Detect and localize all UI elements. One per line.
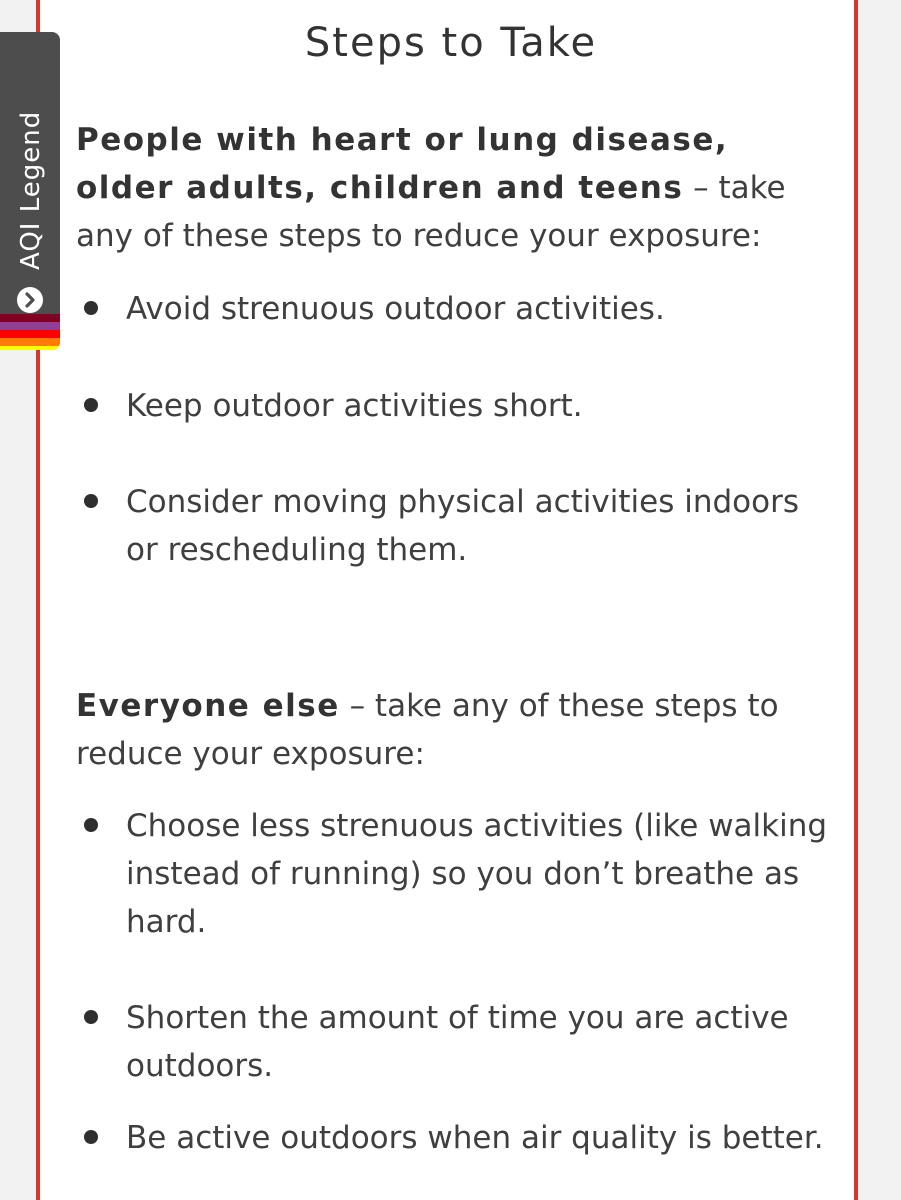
everyone-else-intro — [76, 682, 836, 778]
aqi-color-stripe — [0, 330, 60, 338]
list-item-text: Keep outdoor activities short. — [126, 388, 583, 424]
sensitive-groups-instruction: – take any of these steps to reduce your exposure: — [76, 170, 786, 254]
bullet-icon — [84, 494, 98, 508]
aqi-color-stripe — [0, 338, 60, 346]
aqi-color-stripe — [0, 322, 60, 330]
page-title: Steps to Take — [304, 20, 598, 66]
list-item-text: Shorten the amount of time you are active outdoors. — [126, 1000, 789, 1084]
chevron-right-circle-icon — [17, 287, 43, 313]
aqi-legend-tab[interactable] — [0, 32, 60, 350]
list-item-text: Be active outdoors when air quality is better. — [126, 1120, 824, 1156]
sensitive-groups-intro — [76, 116, 836, 260]
sensitive-groups-label: People with heart or lung disease, older adults, children and teens — [76, 122, 729, 206]
bullet-icon — [84, 301, 98, 315]
aqi-color-stripes — [0, 314, 60, 350]
bullet-icon — [84, 1010, 98, 1024]
bullet-icon — [84, 398, 98, 412]
aqi-legend-label: AQI Legend — [16, 110, 46, 270]
list-item-text: Avoid strenuous outdoor activities. — [126, 291, 665, 327]
bullet-icon — [84, 818, 98, 832]
list-item-text: Consider moving physical activities indoors or rescheduling them. — [126, 484, 799, 568]
bullet-icon — [84, 1130, 98, 1144]
everyone-else-label: Everyone else — [76, 688, 340, 724]
everyone-else-instruction: – take any of these steps to reduce your exposure: — [76, 688, 779, 772]
list-item-text: Choose less strenuous activities (like walking instead of running) so you don’t breathe as hard. — [126, 808, 828, 940]
aqi-color-stripe — [0, 314, 60, 322]
content-card — [36, 0, 858, 1200]
aqi-color-stripe — [0, 346, 60, 350]
